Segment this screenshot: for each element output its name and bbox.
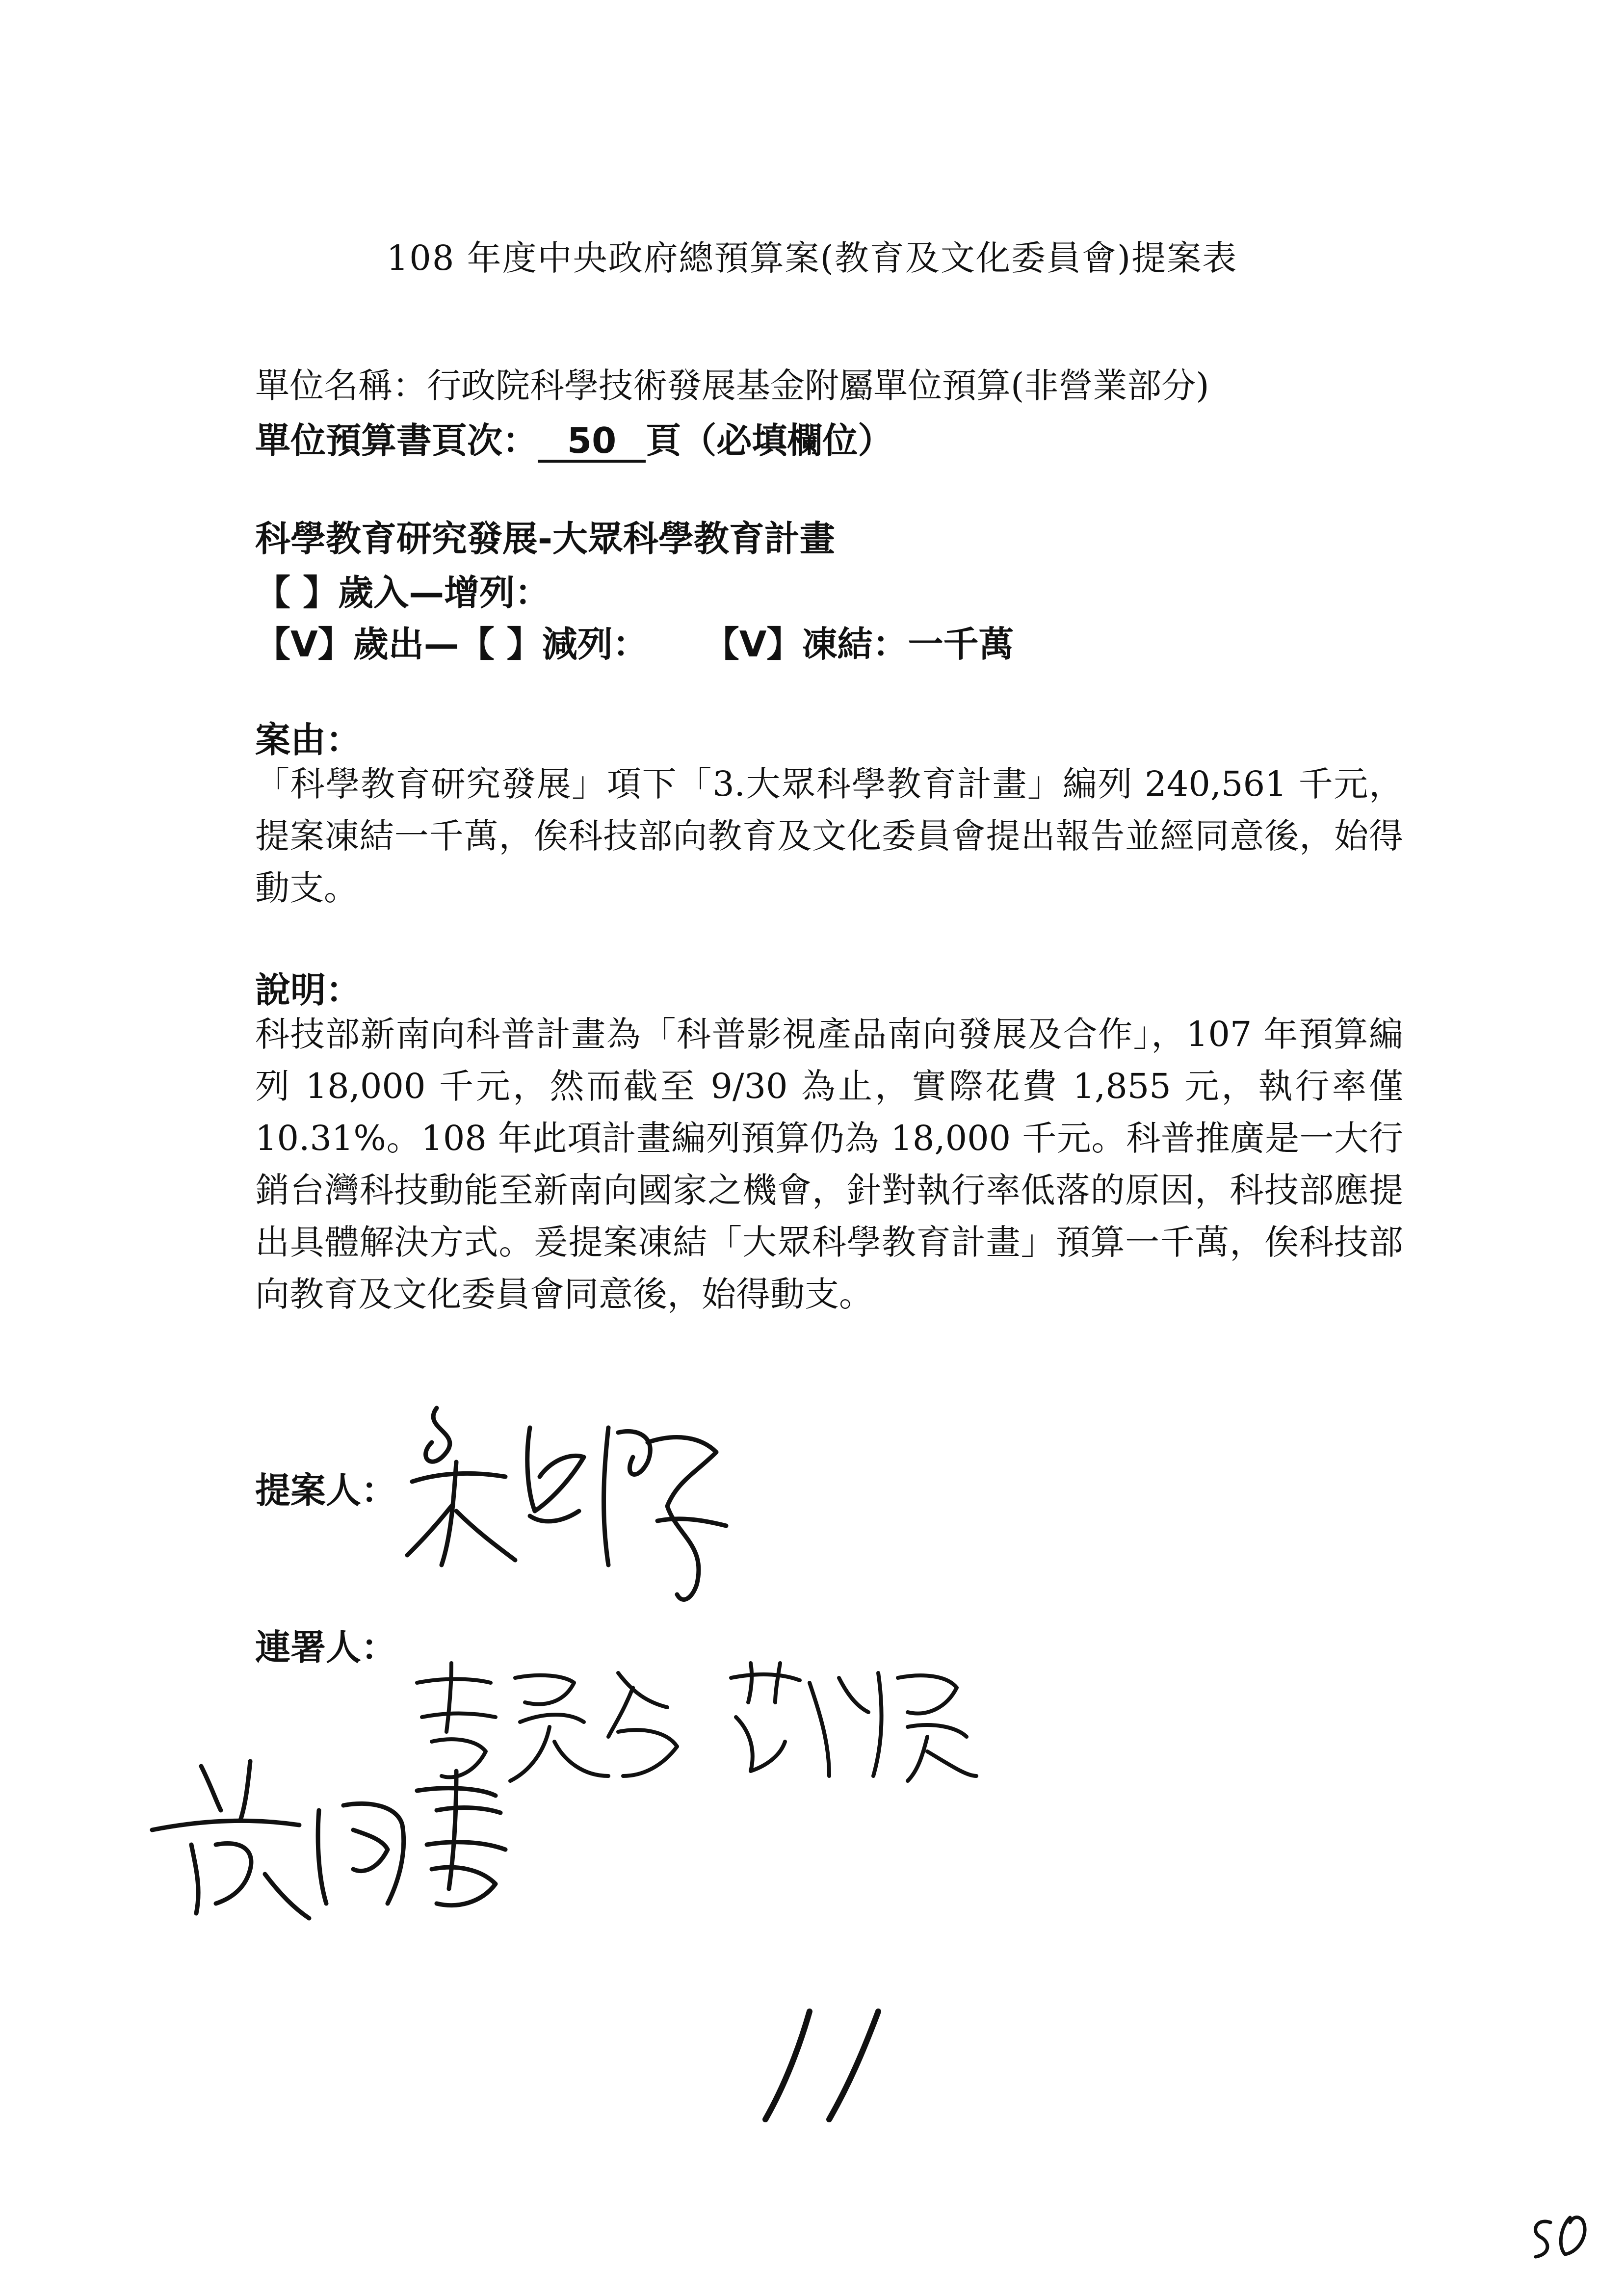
revenue-line: 【 】歲入—增列： bbox=[255, 572, 550, 613]
proposer-signature bbox=[402, 1398, 756, 1626]
cosigner-signature-3 bbox=[142, 1756, 515, 1925]
document-title: 108 年度中央政府總預算案(教育及文化委員會)提案表 bbox=[386, 238, 1238, 278]
budget-page-line bbox=[255, 412, 893, 463]
pages-prefix: 單位預算書頁次： bbox=[255, 420, 538, 461]
cosigner-label: 連署人： bbox=[255, 1627, 397, 1668]
reason-text: 「科學教育研究發展」項下「3.大眾科學教育計畫」編列 240,561 千元，提案凍結一千萬，俟科技部向教育及文化委員會提出報告並經同意後，始得動支。 bbox=[255, 764, 1403, 908]
program-title: 科學教育研究發展-大眾科學教育計畫 bbox=[255, 518, 835, 559]
proposer-label: 提案人： bbox=[255, 1470, 397, 1511]
pages-suffix: 頁（必填欄位） bbox=[646, 420, 893, 461]
expense-freeze-line bbox=[255, 616, 1014, 667]
reason-heading: 案由： bbox=[255, 719, 362, 760]
explain-heading: 說明： bbox=[255, 969, 362, 1011]
pages-value: 50 bbox=[538, 422, 646, 463]
corner-handwritten-mark bbox=[1526, 2208, 1604, 2264]
explain-text: 科技部新南向科普計畫為「科普影視產品南向發展及合作」，107 年預算編列 18,000 千元，然而截至 9/30 為止，實際花費 1,855 元，執行率僅 10.31%。108 年此項計畫編列預算仍為 18,000 千元。科普推廣是一大行銷台灣科技動能至新南向國家之機會，針對執行率低落的原因，科技部應提出具體解決方式。爰提案凍結「大眾科學教育計畫」預算一千萬，俟科技部向教育及文化委員會同意後，始得動支。 bbox=[255, 1014, 1403, 1314]
cosigner-signature-2 bbox=[721, 1653, 986, 1793]
freeze-line: 【V】凍結：一千萬 bbox=[721, 624, 1014, 665]
expense-line: 【V】歲出—【 】減列： bbox=[255, 624, 648, 665]
handwritten-page-mark bbox=[756, 2002, 893, 2131]
unit-name: 單位名稱：行政院科學技術發展基金附屬單位預算(非營業部分) bbox=[255, 365, 1209, 406]
